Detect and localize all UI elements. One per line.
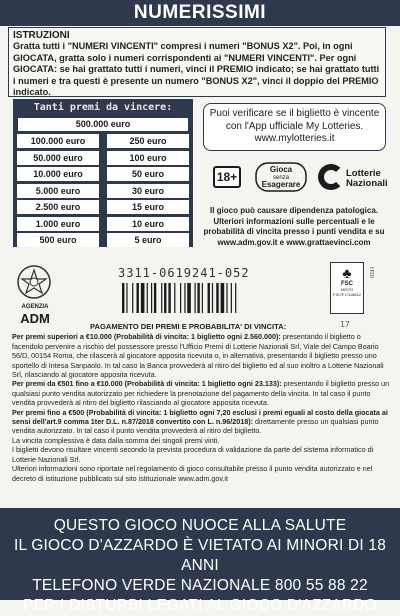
lotterie-line1: Lotterie	[346, 168, 381, 179]
legal-paragraph: Ulteriori informazioni sono riportate nel regolamento di gioco consultabile presso il punto vendita autorizzato e nel decreto di istituzione pubblicato sul sito istituzionale www.adm.gov.it	[12, 464, 373, 483]
prize-cell: 10.000 euro	[17, 167, 99, 181]
gioca-senza-esagerare-logo	[252, 160, 310, 194]
prize-cell: 50.000 euro	[17, 151, 99, 165]
verify-url[interactable]: www.mylotteries.it	[254, 133, 335, 144]
prize-cell: 5.000 euro	[17, 184, 99, 198]
prize-table-title: Tanti premi da vincere:	[33, 102, 173, 113]
legal-span: direttamente presso un qualsiasi punto vendita autorizzato. In tal caso il punto vendita provvederà al ritiro del biglietto.	[12, 417, 379, 436]
footer-line: IL GIOCO D'AZZARDO È VIETATO AI MINORI DI 18 ANNI	[13, 537, 387, 574]
page-title: NUMERISSIMI	[133, 2, 267, 23]
health-warning-footer	[0, 508, 400, 614]
prize-cell: 250 euro	[107, 134, 189, 148]
footer-line: QUESTO GIOCO NUOCE ALLA SALUTE	[53, 517, 347, 534]
verify-app-box	[203, 103, 386, 151]
italian-republic-emblem-icon	[14, 262, 54, 302]
legal-paragraph	[12, 379, 390, 407]
instructions-text: Gratta tutti i "NUMERI VINCENTI" compresi i numeri "BONUS X2". Poi, in ogni GIOCATA, gratta solo i numeri corrispondenti ai "NUMERI VINCENTI". Per ogni GIOCATA: se hai grattato tutti i numeri, vinci il PREMIO indicato; se hai grattato tutti i numeri e tra questi è presente un numero "BONUS X2", vinci il doppio del PREMIO indicato.	[13, 41, 380, 97]
legal-span: presentando il biglietto o facendolo pervenire a rischio del possessore presso l'Ufficio Premi di Lotterie Nazionali Srl, Viale del Campo Boario 56/D, 00154 Roma, che rilascerà al giocatore apposita ricevuta o, in alternativa, presentando il biglietto presso uno sportello di Intesa Sanpaolo. In tal caso la Banca provvederà al ritiro del biglietto ed al suo inoltro a Lotterie Nazionali Srl, rilasciando al giocatore apposita ricevuta.	[12, 332, 384, 380]
prize-cell: 10 euro	[107, 217, 189, 231]
side-code: I03T	[370, 266, 376, 279]
prize-cell: 100.000 euro	[17, 134, 99, 148]
prize-row	[17, 217, 189, 234]
prize-row	[17, 184, 189, 201]
fsc-tree-icon: ♣	[342, 265, 352, 281]
prize-cell: 50 euro	[107, 167, 189, 181]
prize-cell: 1.000 euro	[17, 217, 99, 231]
fsc-mixed: MISTO	[340, 287, 354, 292]
legal-span: presentando il biglietto presso un qualsiasi punto vendita autorizzato per richiedere la prenotazione del pagamento della vincita. In tal caso il punto vendita provvederà al ritiro del biglietto rilasciando al giocatore apposita ricevuta.	[12, 379, 390, 408]
legal-bold: Per premi da €501 fino a €10.000 (Probabilità di vincita: 1 biglietto ogni 23.133):	[12, 379, 282, 389]
age-18-badge: 18+	[213, 166, 241, 188]
adm-logo-text: ADM	[20, 311, 50, 326]
prize-cell: 100 euro	[107, 151, 189, 165]
legal-paragraph: I biglietti devono risultare vincenti secondo la prevista procedura di validazione da parte del sistema informatico di Lotterie Nazionali Srl.	[12, 445, 374, 464]
prize-row	[17, 167, 189, 184]
gioca-word: Gioca	[269, 165, 293, 174]
ticket-code: 3311-0619241-052	[118, 266, 250, 280]
prize-cell: 500 euro	[17, 233, 99, 247]
prize-row	[17, 134, 189, 151]
lotterie-nazionali-logo	[318, 166, 388, 192]
footer-line: PER I DISTURBI LEGATI AL GIOCO D'AZZARDO	[23, 597, 377, 614]
prize-row	[17, 151, 189, 168]
esagerare-word: Esagerare	[261, 180, 301, 189]
legal-title: PAGAMENTO DEI PREMI E PROBABILITA' DI VINCITA:	[90, 322, 287, 331]
instructions-title: ISTRUZIONI	[13, 30, 70, 41]
footer-line: TELEFONO VERDE NAZIONALE 800 55 88 22	[32, 577, 368, 594]
lotterie-line2: Nazionali	[346, 178, 388, 189]
prize-row	[17, 233, 189, 250]
fsc-badge	[330, 262, 364, 314]
legal-text	[12, 322, 390, 483]
legal-paragraph	[12, 408, 390, 436]
page-number: 17	[340, 320, 350, 329]
fsc-code: FSC® C118612	[333, 292, 361, 297]
fsc-label: FSC	[341, 281, 353, 287]
lotterie-c-icon	[318, 164, 344, 190]
barcode	[122, 283, 272, 313]
legal-bold: Per premi fino a €500 (Probabilità di vincita: 1 biglietto ogni 7,20 esclusi i premi eguali al costo della giocata ai sensi dell'art.9 comma 1ter D.L. n.87/2018 convertito con L. n.96/2018):	[12, 407, 388, 427]
agency-label: AGENZIA	[21, 304, 49, 310]
prize-cell: 30 euro	[107, 184, 189, 198]
prize-cell: 5 euro	[107, 233, 189, 247]
legal-paragraph	[12, 332, 390, 379]
prize-row	[17, 200, 189, 217]
lotterie-text	[346, 169, 388, 189]
prize-rows	[17, 134, 189, 250]
verify-text: Puoi verificare se il biglietto è vincente con l'App ufficiale My Lotteries.	[209, 108, 380, 132]
senza-word: senza	[272, 175, 290, 181]
prize-cell: 15 euro	[107, 200, 189, 214]
instructions-box	[8, 27, 386, 97]
prize-cell: 2.500 euro	[17, 200, 99, 214]
top-prize: 500.000 euro	[18, 118, 188, 131]
prize-table	[13, 99, 193, 247]
addiction-warning: Il gioco può causare dipendenza patologica. Ulteriori informazioni sulle percentuali e le probabilità di vincita presso i punti vendita e su www.adm.gov.it e www.grattaevinci.com	[203, 206, 385, 247]
legal-paragraph: La vincita complessiva è data dalla somma dei singoli premi vinti.	[12, 435, 220, 445]
legal-bold: Per premi superiori a €10.000 (Probabilità di vincita: 1 biglietto ogni 2.560.000):	[12, 332, 281, 342]
